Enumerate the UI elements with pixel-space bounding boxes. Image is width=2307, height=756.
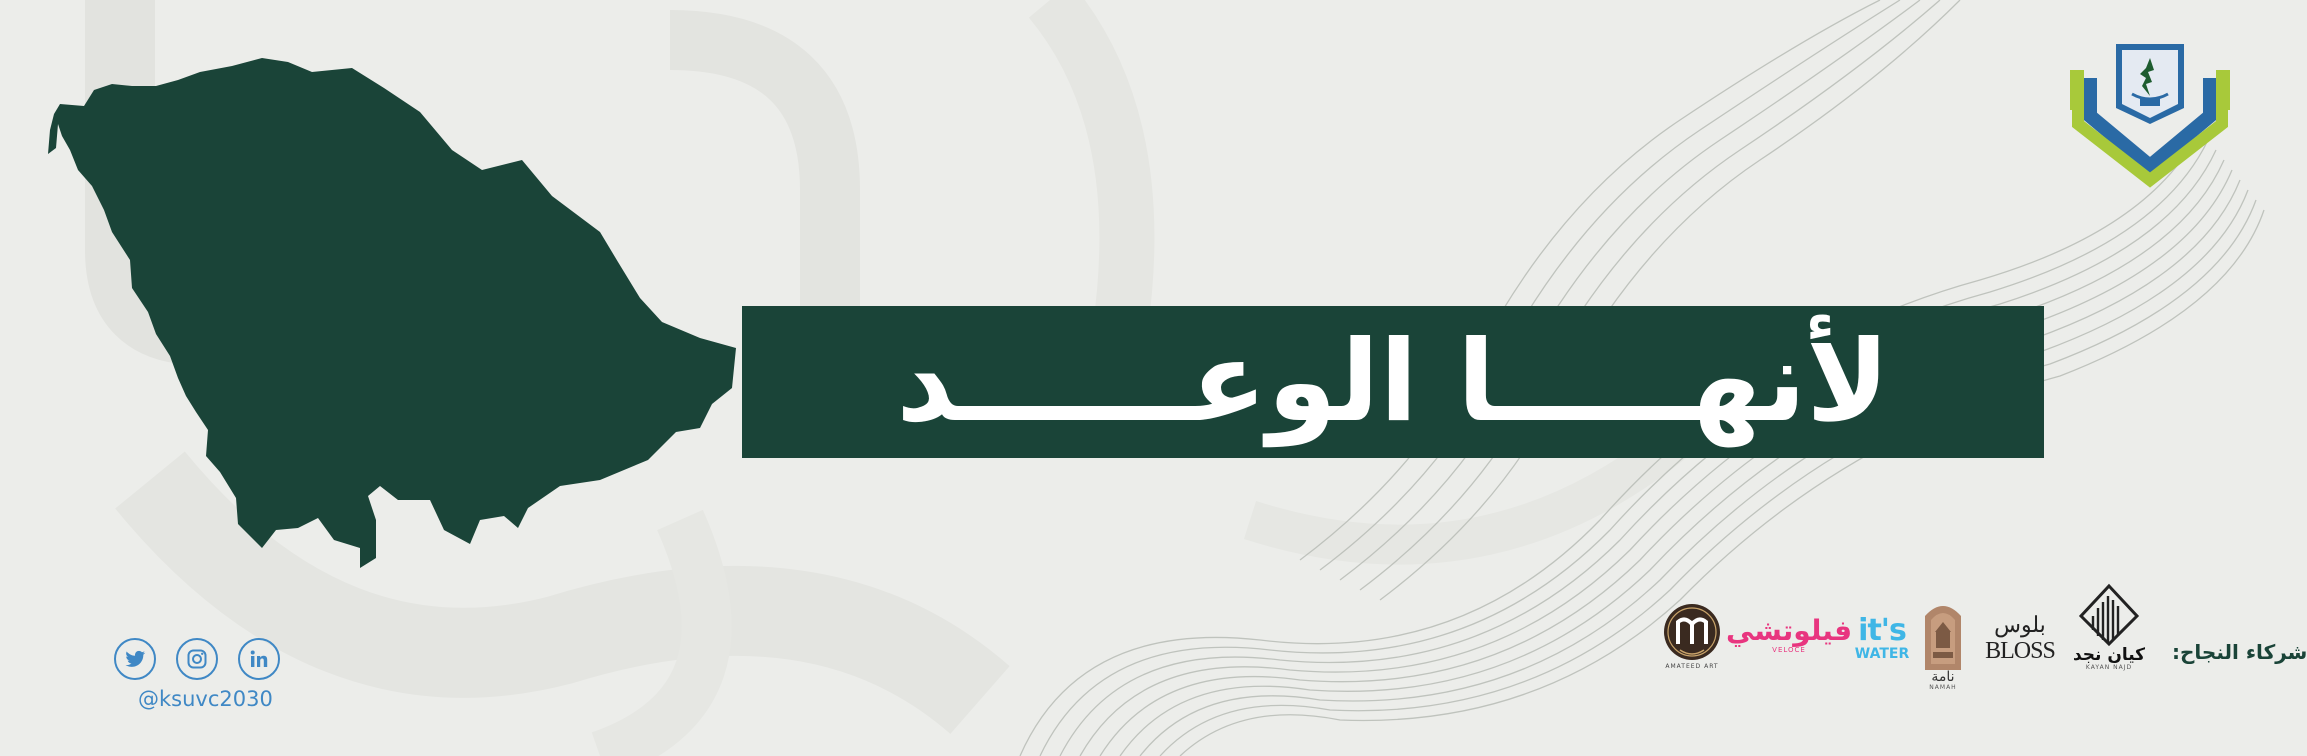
its-water-line2: WATER [1854, 646, 1910, 662]
social-handle[interactable]: @ksuvc2030 [138, 687, 273, 711]
namah-name-ar: نامة [1931, 669, 1955, 685]
bloss-name-ar: بلوس [1994, 613, 2046, 638]
veloce-name-en: VELOCE [1772, 645, 1806, 654]
partners-label: شركاء النجاح: [2172, 640, 2307, 664]
social-icons [114, 638, 280, 680]
amateed-emblem [1660, 602, 1724, 664]
twitter-icon[interactable] [114, 638, 156, 680]
namah-emblem [1921, 598, 1965, 670]
partner-logo-amateed-art [1652, 602, 1732, 671]
its-water-line1: it's [1858, 613, 1906, 648]
amateed-name: AMATEED ART [1665, 663, 1719, 670]
partner-logo-bloss [1980, 614, 2060, 665]
linkedin-icon[interactable] [238, 638, 280, 680]
kayan-najd-emblem [2079, 584, 2139, 646]
namah-name-en: NAMAH [1929, 684, 1957, 692]
partner-logo-its-water [1852, 614, 1912, 662]
veloce-name-ar: فيلوتشي [1725, 614, 1853, 647]
kayan-najd-name: كيان نجد [2072, 645, 2146, 665]
headline-text: لأنهـــــا الوعــــــد [896, 317, 1890, 447]
university-logo [2070, 6, 2230, 182]
headline-banner [742, 306, 2044, 458]
partner-logo-kayan-najd [2064, 584, 2154, 671]
bloss-name-en: BLOSS [1985, 638, 2055, 665]
kayan-najd-tagline: KAYAN NAJD [2085, 663, 2133, 671]
partner-logo-namah [1918, 598, 1968, 692]
partner-logo-veloce [1725, 614, 1853, 654]
instagram-icon[interactable] [176, 638, 218, 680]
